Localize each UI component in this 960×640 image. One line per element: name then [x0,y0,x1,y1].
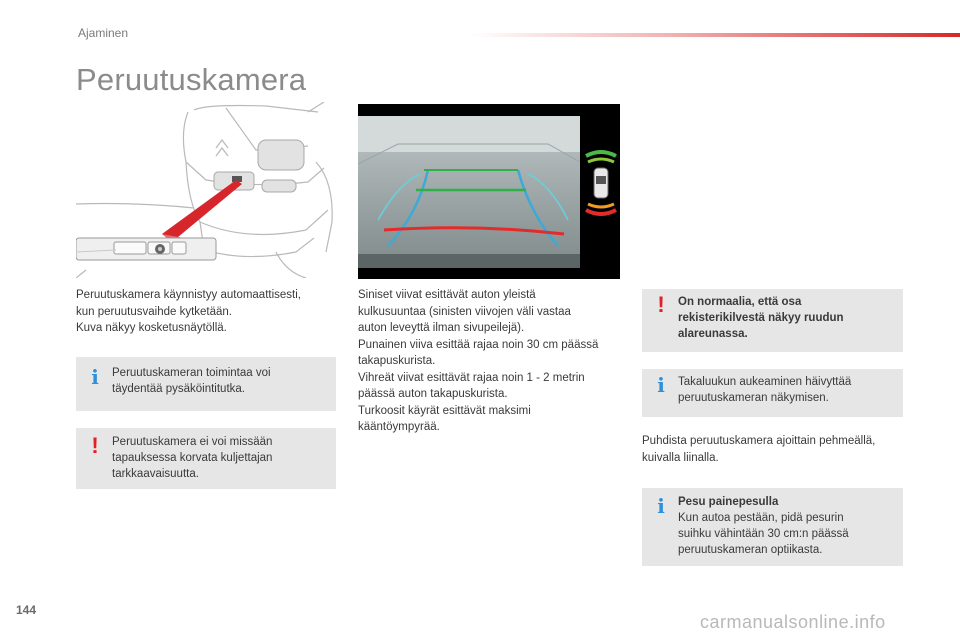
text-line: On normaalia, että osa [678,296,802,308]
camera-screen-illustration [358,104,620,279]
text-line: suihku vähintään 30 cm:n päässä [678,528,849,540]
warning-box-attention [76,428,336,489]
info-box-text [678,374,893,406]
cleaning-text [642,433,907,466]
info-icon: i [657,373,665,397]
text-line: auton leveyttä ilman sivupeilejä). [358,322,525,334]
page-number: 144 [16,603,37,617]
text-line: Kuva näkyy kosketusnäytöllä. [76,322,227,334]
text-line: peruutuskameran optiikasta. [678,544,823,556]
info-box-pressure-wash [642,488,903,566]
info-box-tailgate [642,369,903,417]
warning-icon: ! [91,433,99,458]
page-title: Peruutuskamera [76,62,307,97]
car-rear-drawing [76,102,336,278]
text-line: Peruutuskamera käynnistyy automaattisesti, [76,289,301,301]
text-line: alareunassa. [678,328,748,340]
text-line: takapuskurista. [358,355,436,367]
warning-icon: ! [657,292,665,317]
warning-box-text [112,434,326,482]
text-line: Siniset viivat esittävät auton yleistä [358,289,536,301]
info-box-radar [76,357,336,411]
info-box-text [112,365,326,397]
info-box-title: Pesu painepesulla [678,496,779,508]
text-line: kun peruutusvaihde kytketään. [76,305,232,318]
text-line: Puhdista peruutuskamera ajoittain pehmeällä, [642,435,876,447]
text-line: Turkoosit käyrät esittävät maksimi [358,404,531,417]
text-line: Takaluukun aukeaminen häivyttää [678,376,852,388]
intro-text [76,287,338,337]
warning-box-license-plate [642,289,903,352]
info-icon: i [91,365,99,389]
guide-lines-text [358,287,623,436]
section-title: Ajaminen [78,26,129,40]
text-line: Vihreät viivat esittävät rajaa noin 1 - 2 metrin [358,371,585,384]
text-line: kääntöympyrää. [358,421,440,433]
watermark: carmanualsonline.info [700,612,886,632]
text-line: kuivalla liinalla. [642,451,719,464]
text-line: Peruutuskamera ei voi missään [112,436,273,448]
text-line: rekisterikilvestä näkyy ruudun [678,312,844,324]
text-line: täydentää pysäköintitutka. [112,383,245,395]
car-rear-illustration [76,102,336,278]
info-box-text [678,494,893,558]
text-line: Punainen viiva esittää rajaa noin 30 cm päässä [358,338,599,351]
text-line: Kun autoa pestään, pidä pesurin [678,512,844,524]
text-line: päässä auton takapuskurista. [358,388,508,400]
text-line: Peruutuskameran toimintaa voi [112,367,271,379]
header-accent-bar [470,33,960,37]
camera-view-drawing [358,104,620,279]
text-line: kulkusuuntaa (sinisten viivojen väli vastaa [358,305,571,318]
text-line: peruutuskameran näkymisen. [678,392,829,404]
text-line: tapauksessa korvata kuljettajan [112,452,273,464]
warning-box-text [678,294,893,342]
info-icon: i [657,494,665,518]
text-line: tarkkaavaisuutta. [112,468,199,480]
